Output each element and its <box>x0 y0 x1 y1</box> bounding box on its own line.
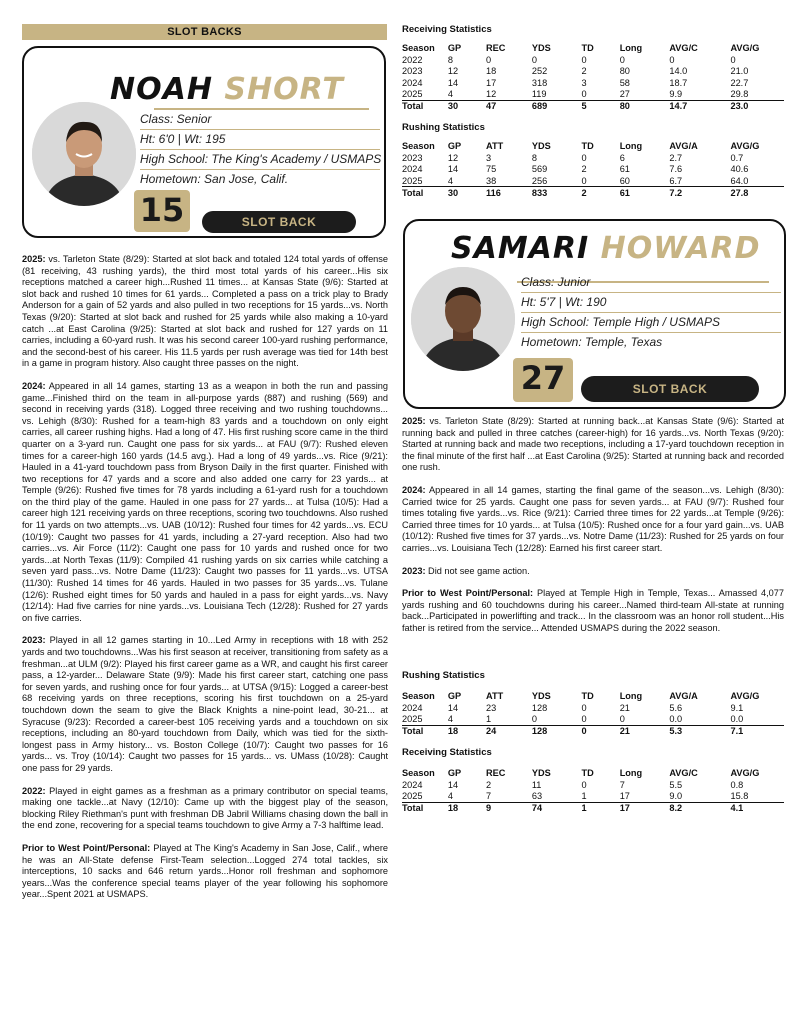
stats-header-cell: GP <box>447 768 462 778</box>
jersey-number: 15 <box>139 191 185 229</box>
stats-header-cell: Season <box>402 768 435 778</box>
stats-cell: 0.0 <box>669 714 730 726</box>
stats-cell: 14 <box>447 164 459 175</box>
stats-cell: 3 <box>486 152 492 163</box>
player-card-samari-howard <box>403 219 786 409</box>
stats-header-cell: Long <box>619 768 643 778</box>
stats-cell: 2025 <box>402 175 448 187</box>
stats-cell: 0 <box>581 152 587 163</box>
stats-cell: 0 <box>581 779 587 790</box>
player-height-weight: Ht: 6'0 | Wt: 195 <box>140 132 226 146</box>
stats-row <box>402 54 784 66</box>
stats-total-cell: Total <box>402 802 448 814</box>
player-last-name: HOWARD <box>600 231 761 266</box>
stats-cell: 0 <box>486 54 492 65</box>
player-name <box>110 72 344 107</box>
stats-cell: 2025 <box>402 791 448 803</box>
stats-total-cell: 9 <box>486 802 532 814</box>
stats-header-cell: YDS <box>531 141 551 151</box>
stats-header-row <box>402 140 784 152</box>
stats-cell: 61 <box>619 164 630 175</box>
stats-cell: 0 <box>532 714 582 726</box>
stats-cell: 15.8 <box>730 791 784 803</box>
stats-cell: 2 <box>581 164 587 175</box>
stats-cell: 14 <box>447 77 459 88</box>
stats-total-cell: 116 <box>486 187 532 199</box>
stats-cell: 2024 <box>402 77 423 88</box>
stats-cell: 7.6 <box>669 164 683 175</box>
stats-header-cell: AVG/A <box>669 141 698 151</box>
stats-header-cell: YDS <box>531 43 551 53</box>
position-badge: SLOT BACK <box>202 211 356 233</box>
stats-total-cell: 30 <box>448 187 486 199</box>
player-info <box>521 273 781 352</box>
stats-header-row <box>402 42 784 54</box>
stats-cell: 58 <box>619 77 630 88</box>
stats-row <box>402 66 784 78</box>
rushing-stats-title: Rushing Statistics <box>402 670 485 681</box>
player-class: Class: Junior <box>521 275 591 289</box>
player-first-name: NOAH <box>110 72 213 107</box>
stats-cell: 0 <box>581 54 587 65</box>
bio-paragraph: 2024: Appeared in all 14 games, starting the final game of the season...vs. Lehigh (8/30): Carried twice for 25 yards. Caught one pass for seven yards... at FAU (9/7): Rushed four times totaling five yards...vs. Rice (9/21): Carried three times for 22 yards...at Temple (9/26): Carried three times for 10 yards... at Tulsa (10/5): Rushed once for a four yard gain...vs. UAB (10/12): Rushed five times for 37 yards...vs. Notre Dame (11/23): Rushed for 25 yards on four carries...vs. Louisiana Tech (12/28): Earned his first career start. <box>402 484 784 553</box>
bio-paragraph: 2023: Did not see game action. <box>402 565 530 576</box>
position-badge: SLOT BACK <box>581 376 759 402</box>
stats-cell: 3 <box>581 77 587 88</box>
stats-cell: 17 <box>486 77 497 88</box>
stats-cell: 14 <box>447 779 459 790</box>
stats-cell: 14.0 <box>669 66 688 77</box>
stats-cell: 17 <box>620 791 670 803</box>
player-photo <box>411 267 515 371</box>
stats-cell: 2 <box>486 779 492 790</box>
stats-header-cell: GP <box>447 141 462 151</box>
stats-cell: 0 <box>531 54 537 65</box>
stats-header-cell: TD <box>581 768 594 778</box>
stats-header-cell: GP <box>447 43 462 53</box>
stats-cell: 5.5 <box>669 779 683 790</box>
stats-total-cell: 27.8 <box>730 187 784 199</box>
stats-cell: 23 <box>486 702 497 713</box>
stats-header-cell: AVG/A <box>669 691 698 701</box>
stats-total-cell: 7.2 <box>669 187 730 199</box>
stats-cell: 6.7 <box>669 175 730 187</box>
stats-cell: 8 <box>447 54 453 65</box>
stats-cell: 0 <box>582 89 620 101</box>
stats-cell: 1 <box>486 714 532 726</box>
stats-cell: 569 <box>531 164 548 175</box>
stats-cell: 21.0 <box>730 66 749 77</box>
stats-cell: 80 <box>619 66 630 77</box>
stats-total-cell: Total <box>402 100 448 112</box>
stats-row <box>402 714 784 726</box>
stats-total-cell: 23.0 <box>730 100 784 112</box>
stats-cell: 38 <box>486 175 532 187</box>
bio-paragraph: 2022: Played in eight games as a freshman as a primary contributor on special teams, making one tackle...at Navy (12/10): Came up with the biggest play of the season, blocking Riley Riethman's punt with freshman DB Jabril Williams chasing down the ball in the end zone, recovering for a special teams touchdown to give Army a 7-3 halftime lead. <box>22 785 388 831</box>
stats-cell: 9.0 <box>669 791 730 803</box>
stats-cell: 14 <box>447 702 459 713</box>
bio-paragraph: 2025: vs. Tarleton State (8/29): Started at slot back and totaled 124 total yards of offense (81 receiving, 43 rushing yards), the third most total yards of his career...His six receptions matched a career high...Rushed 11 times... at Kansas State (9/6): Started at slot back and rushed 10 times for 61 yards... Completed a pass on a trick play to Brady Anderson for a gain of 52 yards and also pulled in two receptions for 15 yards...vs. North Texas (9/20): Started at slot back and rushed for 25 yards while also making a 10-yard catch ...at East Carolina (9/25): Started at slot back and rushed for 127 yards on 11 carries, including a 60-yard rush. It was his second career 100-yard rushing performance, and the second-best of his career. His 11.5 yards per rush average was tied for 14th best in a game in program history. Also caught three passes on the night. <box>22 254 388 369</box>
stats-cell: 0.8 <box>730 779 744 790</box>
section-header: SLOT BACKS <box>22 24 387 40</box>
player-high-school: High School: The King's Academy / USMAPS <box>140 152 382 166</box>
stats-cell: 2025 <box>402 89 448 101</box>
player-first-name: SAMARI <box>451 231 590 266</box>
stats-row <box>402 77 784 89</box>
player-hometown: Hometown: Temple, Texas <box>521 335 663 349</box>
stats-total-cell: 61 <box>620 187 670 199</box>
stats-total-cell: 21 <box>620 725 670 737</box>
bio-paragraph: Prior to West Point/Personal: Played at The King's Academy in San Jose, Calif., where he was an All-State defense First-Team selection...Logged 274 total tackles, six interceptions, 10 sacks and 646 return yards...Honor roll freshman and sophomore years...Was the conference special teams player of the year following his sophomore year...Spent 2021 at USMAPS. <box>22 842 389 900</box>
player-height-weight: Ht: 5'7 | Wt: 190 <box>521 295 607 309</box>
player-last-name: SHORT <box>224 72 344 107</box>
stats-total-cell: 4.1 <box>730 802 784 814</box>
stats-row <box>402 89 784 101</box>
stats-cell: 2 <box>581 66 587 77</box>
stats-header-cell: AVG/G <box>730 43 760 53</box>
stats-cell: 2023 <box>402 66 423 77</box>
stats-cell: 2024 <box>402 779 423 790</box>
stats-total-cell: 7.1 <box>730 725 784 737</box>
stats-total-cell: 689 <box>532 100 582 112</box>
stats-total-cell: 5 <box>582 100 620 112</box>
player-high-school: High School: Temple High / USMAPS <box>521 315 720 329</box>
player-hometown: Hometown: San Jose, Calif. <box>140 172 289 186</box>
stats-total-cell: 30 <box>448 100 486 112</box>
stats-cell: 60 <box>620 175 670 187</box>
rushing-stats-table <box>402 140 784 198</box>
stats-cell: 318 <box>531 77 548 88</box>
receiving-stats-table <box>402 767 784 814</box>
bio-paragraph: 2025: vs. Tarleton State (8/29): Started at running back...at Kansas State (9/6): Started at running back and pulled in three catches (career-high) for 16 yards...vs. North Texas (9/20): Started at running back and made two receptions, including a 17-yard touchdown reception in the final minute of the first half ...at East Carolina (9/25): Started at running back and recorded one rush. <box>402 416 784 473</box>
receiving-stats-title: Receiving Statistics <box>402 24 492 35</box>
stats-cell: 63 <box>532 791 582 803</box>
stats-cell: 0 <box>669 54 675 65</box>
stats-total-cell: 18 <box>448 802 486 814</box>
stats-cell: 18 <box>486 66 497 77</box>
stats-cell: 2.7 <box>669 152 683 163</box>
stats-total-cell: 80 <box>620 100 670 112</box>
stats-total-cell: Total <box>402 187 448 199</box>
player-info <box>140 110 380 189</box>
player-card-noah-short <box>22 46 386 238</box>
stats-cell: 252 <box>531 66 548 77</box>
stats-total-cell: 18 <box>448 725 486 737</box>
stats-header-cell: TD <box>581 43 594 53</box>
stats-cell: 8 <box>531 152 537 163</box>
stats-total-cell: 0 <box>582 725 620 737</box>
stats-header-cell: REC <box>486 43 506 53</box>
stats-header-row <box>402 767 784 779</box>
stats-total-cell: 14.7 <box>669 100 730 112</box>
stats-total-cell: 8.2 <box>669 802 730 814</box>
stats-row <box>402 164 784 176</box>
stats-cell: 11 <box>531 779 542 790</box>
stats-cell: 256 <box>532 175 582 187</box>
stats-cell: 6 <box>619 152 625 163</box>
stats-cell: 18.7 <box>669 77 688 88</box>
stats-total-row <box>402 725 784 737</box>
bio-paragraph: Prior to West Point/Personal: Played at Temple High in Temple, Texas... Amassed 4,077 yards rushing and 60 touchdowns during his career...Named third-team All-state at running back...Participated in powerlifting and track... In the classroom was an honor roll student...His father is retired from the service... Attended USMAPS during the 2022 season. <box>402 588 785 633</box>
stats-header-row <box>402 690 784 702</box>
stats-cell: 0 <box>620 714 670 726</box>
stats-cell: 12 <box>486 89 532 101</box>
stats-cell: 2025 <box>402 714 448 726</box>
stats-header-cell: AVG/C <box>669 768 698 778</box>
rushing-stats-table <box>402 690 784 737</box>
stats-cell: 12 <box>447 152 459 163</box>
stats-cell: 21 <box>619 702 630 713</box>
receiving-stats-title: Receiving Statistics <box>402 747 492 758</box>
stats-row <box>402 175 784 187</box>
stats-row <box>402 791 784 803</box>
stats-cell: 9.9 <box>669 89 730 101</box>
stats-header-cell: Season <box>402 141 435 151</box>
jersey-number: 27 <box>520 359 566 397</box>
stats-header-cell: AVG/G <box>730 691 760 701</box>
stats-cell: 128 <box>531 702 548 713</box>
stats-header-cell: AVG/C <box>669 43 698 53</box>
stats-cell: 4 <box>448 175 486 187</box>
stats-cell: 1 <box>582 791 620 803</box>
stats-cell: 0 <box>619 54 625 65</box>
player-bio-samari-howard <box>402 416 784 646</box>
player-bio-noah-short <box>22 254 388 912</box>
stats-cell: 2024 <box>402 702 423 713</box>
stats-total-cell: 1 <box>582 802 620 814</box>
stats-header-cell: Season <box>402 691 435 701</box>
stats-header-cell: Season <box>402 43 435 53</box>
stats-header-cell: AVG/G <box>730 768 760 778</box>
stats-header-cell: TD <box>581 691 594 701</box>
stats-total-cell: 833 <box>532 187 582 199</box>
stats-header-cell: YDS <box>531 691 551 701</box>
stats-total-cell: 47 <box>486 100 532 112</box>
stats-header-cell: YDS <box>531 768 551 778</box>
stats-cell: 75 <box>486 164 497 175</box>
stats-cell: 27 <box>620 89 670 101</box>
stats-total-cell: Total <box>402 725 448 737</box>
receiving-stats-table <box>402 42 784 112</box>
stats-cell: 40.6 <box>730 164 749 175</box>
stats-row <box>402 702 784 714</box>
stats-cell: 4 <box>448 791 486 803</box>
stats-total-cell: 24 <box>486 725 532 737</box>
stats-cell: 22.7 <box>730 77 749 88</box>
rushing-stats-title: Rushing Statistics <box>402 122 485 133</box>
stats-cell: 0.7 <box>730 152 744 163</box>
stats-header-cell: GP <box>447 691 462 701</box>
stats-cell: 2023 <box>402 152 423 163</box>
stats-cell: 64.0 <box>730 175 784 187</box>
stats-cell: 0 <box>582 714 620 726</box>
stats-header-cell: Long <box>619 691 643 701</box>
stats-total-cell: 17 <box>620 802 670 814</box>
stats-header-cell: ATT <box>486 691 504 701</box>
player-class: Class: Senior <box>140 112 212 126</box>
stats-cell: 0 <box>581 702 587 713</box>
stats-cell: 7 <box>619 779 625 790</box>
bio-paragraph: 2023: Played in all 12 games starting in 10...Led Army in receptions with 18 with 252 yards and two touchdowns...Was his first season at receiver, transitioning from safety as a freshman...at ULM (9/2): Played his first career game as a WR, and caught his first career pass, a 12-yarder... Delaware State (9/9): Made his first career start, catching one pass for seven yards, and rushing once for four yards... at UTSA (9/15): Logged a career-best 68 receiving yards on three receptions, scoring his first touchdown on a 25-yard touchdown down the seam to give the Black Knights a nine-point lead, 30-21... at Syracuse (9/23): Recorded a career-best 105 receiving yards and a touchdown on six receptions, including an 80-yard touchdown from Daily, which was tied for the sixth-longest pass in Army history... vs. Boston College (10/7): Caught two passes for 16 yards... vs. Troy (10/14): Caught two passes for 15 yards... vs. UMass (10/28): Caught one pass for 29 yards. <box>22 635 388 773</box>
stats-cell: 29.8 <box>730 89 784 101</box>
stats-row <box>402 152 784 164</box>
stats-header-cell: AVG/G <box>730 141 760 151</box>
stats-cell: 119 <box>532 89 582 101</box>
stats-cell: 4 <box>448 89 486 101</box>
stats-cell: 9.1 <box>730 702 744 713</box>
stats-total-cell: 5.3 <box>669 725 730 737</box>
stats-cell: 0.0 <box>730 714 784 726</box>
stats-header-cell: ATT <box>486 141 504 151</box>
stats-cell: 5.6 <box>669 702 683 713</box>
stats-cell: 0 <box>582 175 620 187</box>
stats-total-row <box>402 100 784 112</box>
stats-header-cell: REC <box>486 768 506 778</box>
bio-paragraph: 2024: Appeared in all 14 games, starting 13 as a weapon in both the run and passing game...Finished third on the team in all-purpose yards (887) and rushing (569) and second in receiving yards (318). Logged three receiving and two rushing touchdowns... vs. Lehigh (8/30): Rushed for a team-high 83 yards and a touchdown on only eight carries, all career rushing highs. Had a long of 47. His first rushing score came in the third quarter on a 3-yard run. Caught one pass for six yards... at FAU (9/7): Rushed eleven times for a career-high 160 yards (14.5 avg.). Had a long of 49 yards...vs. Rice (9/21): Hauled in a 41-yard touchdown pass from Bryson Daily in the first quarter. Finished with two receptions for 47 yards and a score and also added one carry for 23 yards... at Temple (9/26): Rushed five times for 78 yards including a 61-yard rush for a touchdown on the third play of the game. Hauled in one pass for 27 yards... at Tulsa (10/5): Had a career high 121 receiving yards on three receptions, scoring two touchdowns. Also rushed for 11 yards on two attempts...vs. UAB (10/12): Rushed four times for 42 yards...vs. ECU (10/19): Caught two passes for 41 yards, including a 27-yard reception. Also had two carries...vs. Air Force (11/2): Caught one pass for 10 yards and rushed once for two yards...at North Texas (11/9): Compiled 41 rushing yards on six carries while catching a seven yard pass...vs. Notre Dame (11/23): Caught two passes for 11 yards...vs. UTSA (11/30): Rushed 14 times for 46 yards. Hauled in two passes for 35 yards...vs. Tulane (12/6): Rushed eight times for 50 yards and hauled in a pass for eight yards...vs. Navy (12/14): Had five carries for nine yards...vs. Louisiana Tech (12/28): Rushed for 27 yards on five carries. <box>22 380 388 623</box>
stats-total-cell: 2 <box>582 187 620 199</box>
stats-total-row <box>402 187 784 199</box>
stats-total-row <box>402 802 784 814</box>
player-photo <box>32 102 136 206</box>
stats-cell: 0 <box>730 54 736 65</box>
stats-total-cell: 74 <box>532 802 582 814</box>
stats-cell: 2024 <box>402 164 423 175</box>
stats-header-cell: TD <box>581 141 594 151</box>
player-name <box>451 231 760 266</box>
stats-cell: 7 <box>486 791 532 803</box>
stats-cell: 12 <box>447 66 459 77</box>
stats-cell: 2022 <box>402 54 423 65</box>
stats-header-cell: Long <box>619 141 643 151</box>
stats-total-cell: 128 <box>532 725 582 737</box>
stats-cell: 4 <box>448 714 486 726</box>
stats-row <box>402 779 784 791</box>
stats-header-cell: Long <box>619 43 643 53</box>
